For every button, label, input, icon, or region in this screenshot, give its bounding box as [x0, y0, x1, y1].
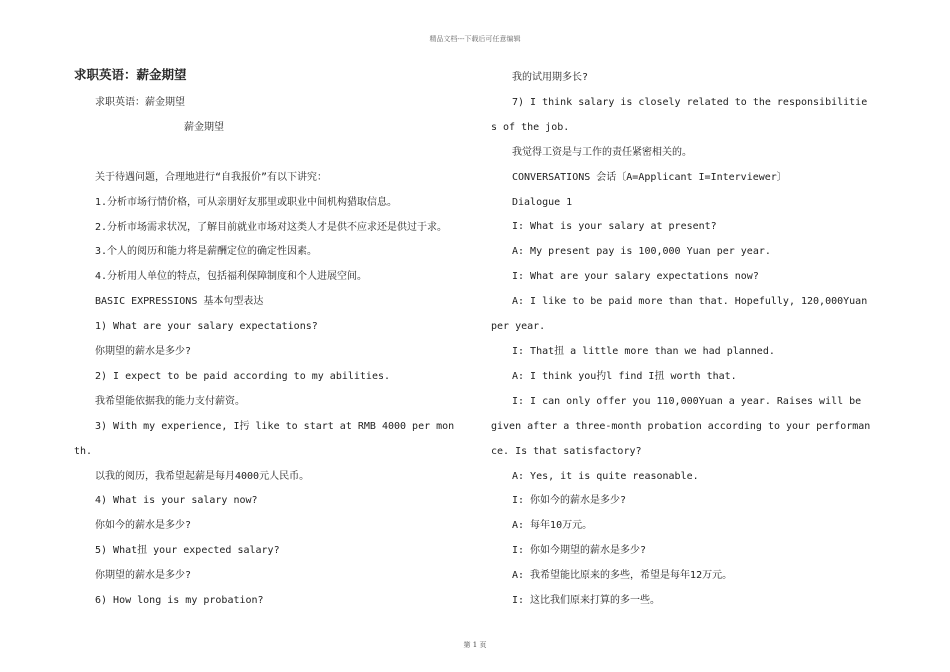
paragraph: 5) What扭 your expected salary?	[95, 545, 280, 557]
paragraph: I: That扭 a little more than we had planned.	[512, 345, 775, 357]
page-number: 第 1 页	[463, 641, 487, 649]
paragraph: A: I like to be paid more than that. Hopefully, 120,000Yuan per year.	[491, 296, 868, 333]
paragraph: Dialogue 1	[512, 196, 573, 208]
paragraph: 2) I expect to be paid according to my abilities.	[95, 370, 391, 382]
paragraph: I: I can only offer you 110,000Yuan a year. Raises will be given after a three-month probation according to your performance. Is that satisfactory?	[491, 395, 871, 457]
document-title: 求职英语：薪金期望	[74, 67, 187, 82]
paragraph: A: 我希望能比原来的多些，希望是每年12万元。	[512, 570, 733, 582]
spacer	[74, 141, 460, 166]
paragraph: A: My present pay is 100,000 Yuan per year.	[512, 246, 771, 258]
subtitle: 求职英语：薪金期望	[95, 97, 185, 108]
paragraph: 我觉得工资是与工作的责任紧密相关的。	[512, 146, 692, 158]
left-column	[74, 66, 460, 614]
paragraph: 以我的阅历，我希望起薪是每月4000元人民币。	[95, 470, 310, 482]
paragraph: 6) How long is my probation?	[95, 595, 264, 607]
paragraph: 4.分析用人单位的特点，包括福利保障制度和个人进展空间。	[95, 271, 368, 283]
paragraph: 1.分析市场行情价格，可从亲朋好友那里或职业中间机构猎取信息。	[95, 196, 398, 208]
section-heading: 薪金期望	[184, 121, 224, 133]
paragraph: 1) What are your salary expectations?	[95, 321, 318, 333]
paragraph: 我希望能依据我的能力支付薪资。	[95, 395, 245, 407]
paragraph: 2.分析市场需求状况，了解目前就业市场对这类人才是供不应求还是供过于求。	[95, 221, 448, 233]
paragraph: I: What is your salary at present?	[512, 221, 717, 233]
paragraph: 你期望的薪水是多少?	[95, 346, 192, 358]
paragraph: CONVERSATIONS 会话〔A=Applicant I=Interviewer〕	[512, 171, 787, 183]
paragraph: 我的试用期多长?	[512, 72, 589, 83]
paragraph: A: I think you扚l find I扭 worth that.	[512, 370, 737, 382]
paragraph: I: 你如今期望的薪水是多少?	[512, 545, 647, 557]
paragraph: I: 你如今的薪水是多少?	[512, 495, 627, 507]
paragraph: A: 每年10万元。	[512, 520, 593, 532]
paragraph: 3) With my experience, I扝 like to start at RMB 4000 per month.	[74, 420, 455, 457]
paragraph: 7) I think salary is closely related to the responsibilities of the job.	[491, 96, 868, 133]
paragraph: 你期望的薪水是多少?	[95, 570, 192, 582]
paragraph: I: What are your salary expectations now?	[512, 271, 759, 283]
paragraph: 你如今的薪水是多少?	[95, 520, 192, 532]
paragraph: A: Yes, it is quite reasonable.	[512, 470, 699, 482]
paragraph: BASIC EXPRESSIONS 基本句型表达	[95, 296, 264, 308]
paragraph: 关于待遇问题，合理地进行“自我报价”有以下讲究：	[95, 171, 328, 183]
paragraph: 4) What is your salary now?	[95, 495, 258, 507]
right-column	[491, 66, 871, 614]
paragraph: I: 这比我们原来打算的多一些。	[512, 595, 661, 607]
paragraph: 3.个人的阅历和能力将是薪酬定位的确定性因素。	[95, 246, 318, 258]
page-header-note: 精品文档---下载后可任意编辑	[429, 35, 521, 43]
